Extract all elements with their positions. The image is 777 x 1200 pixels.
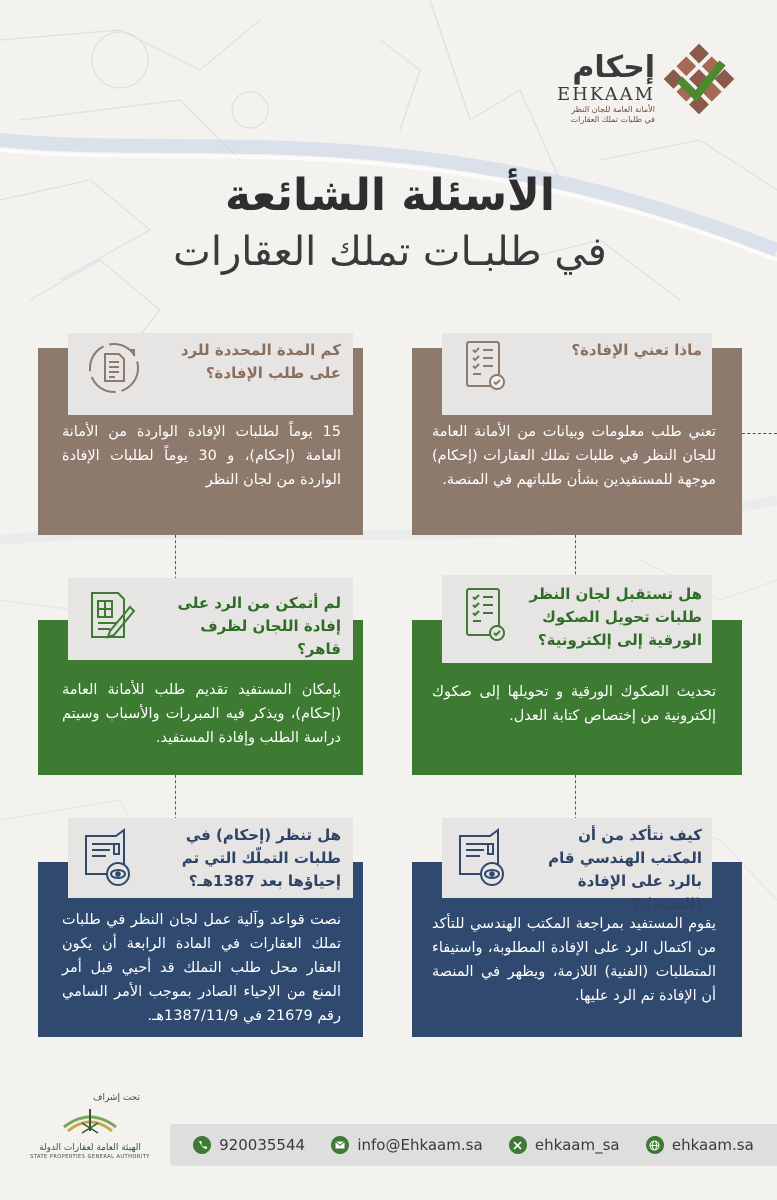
card-5-answer: يقوم المستفيد بمراجعة المكتب الهندسي للتأكد من اكتمال الرد على الإفادة المطلوبة، واستيفاء المتطلبات (الفنية) اللازمة، ويظهر في المنصة أن الإفادة تم الرد عليها. bbox=[432, 916, 716, 1004]
document-timer-icon bbox=[86, 340, 142, 396]
logo-subtitle-2: في طلبات تملك العقارات bbox=[570, 115, 655, 124]
card-3-icon-wrap bbox=[455, 580, 515, 650]
phone-number: 920035544 bbox=[219, 1136, 306, 1154]
card-1-answer: تعني طلب معلومات وبيانات من الأمانة العامة للجان النظر في طلبات تملك العقارات (إحكام) موجهة للمستفيدين بشأن طلباتهم في المنصة. bbox=[432, 424, 716, 488]
card-4-answer: بإمكان المستفيد تقديم طلب للأمانة العامة (إحكام)، ويذكر فيه المبررات والأسباب وسيتم دراسة الطلب وإفادة المستفيد. bbox=[62, 682, 341, 746]
card-3-question: هل تستقبل لجان النظر طلبات تحويل الصكوك الورقية إلى إلكترونية؟ bbox=[529, 585, 702, 649]
logo-name-ar: إحكام bbox=[572, 50, 655, 85]
phone-icon bbox=[193, 1136, 211, 1154]
social-handle: ehkaam_sa bbox=[534, 1136, 620, 1154]
social-contact[interactable] bbox=[509, 1136, 620, 1154]
card-2-question: كم المدة المحددة للرد على طلب الإفادة؟ bbox=[180, 341, 341, 382]
document-eye-icon bbox=[454, 826, 512, 888]
authority-name-ar: الهيئة العامة لعقارات الدولة bbox=[39, 1143, 141, 1153]
website-url: ehkaam.sa bbox=[671, 1136, 754, 1154]
ehkaam-logo-icon bbox=[660, 40, 738, 118]
globe-icon bbox=[646, 1136, 664, 1154]
connector-edge-right bbox=[742, 433, 777, 434]
page-title bbox=[100, 168, 680, 280]
supervision-block bbox=[30, 1093, 150, 1160]
card-4-icon-wrap bbox=[80, 582, 144, 652]
logo-name-en: EHKAAM bbox=[557, 84, 655, 105]
phone-contact[interactable] bbox=[193, 1136, 305, 1154]
supervision-label: تحت إشراف bbox=[93, 1093, 140, 1103]
email-icon bbox=[331, 1136, 349, 1154]
connector-left-2 bbox=[175, 775, 176, 820]
email-address: info@Ehkaam.sa bbox=[357, 1136, 483, 1154]
card-6-answer: نصت قواعد وآلية عمل لجان النظر في طلبات تملك العقارات في المادة الرابعة أن يكون العقار محل طلب التملك قد أحيي قبل أمر المنع من الإحياء الصادر بموجب الأمر السامي رقم 21679 في 1387/11/9هـ. bbox=[62, 912, 341, 1024]
title-line-2: في طلبـات تملك العقارات bbox=[173, 229, 607, 275]
checklist-document-icon bbox=[461, 585, 509, 645]
card-5-icon-wrap bbox=[450, 822, 516, 892]
card-6-icon-wrap bbox=[76, 822, 142, 892]
checklist-document-icon bbox=[461, 338, 509, 394]
document-eye-icon bbox=[80, 826, 138, 888]
card-2-icon-wrap bbox=[82, 333, 146, 403]
contact-bar bbox=[170, 1124, 777, 1166]
card-1-question: ماذا تعني الإفادة؟ bbox=[571, 341, 702, 359]
card-1-icon-wrap bbox=[455, 333, 515, 399]
connector-right-2 bbox=[575, 775, 576, 820]
authority-name-en: STATE PROPERTIES GENERAL AUTHORITY bbox=[30, 1154, 150, 1160]
logo-text-block bbox=[540, 52, 655, 125]
authority-emblem-icon bbox=[60, 1103, 120, 1139]
x-social-icon bbox=[509, 1136, 527, 1154]
website-contact[interactable] bbox=[646, 1136, 754, 1154]
logo-subtitle-1: الأمانة العامة للجان النظر bbox=[571, 105, 655, 114]
card-6-question: هل تنظر (إحكام) في طلبات التملّك التي تم إحياؤها بعد 1387هـ؟ bbox=[181, 826, 341, 890]
title-line-1: الأسئلة الشائعة bbox=[225, 170, 555, 221]
card-2-answer: 15 يوماً لطلبات الإفادة الواردة من الأمانة العامة (إحكام)، و 30 يوماً لطلبات الإفادة الواردة من لجان النظر bbox=[62, 424, 341, 488]
card-4-question: لم أتمكن من الرد على إفادة اللجان لظرف قاهر؟ bbox=[177, 594, 341, 658]
email-contact[interactable] bbox=[331, 1136, 482, 1154]
card-3-answer: تحديث الصكوك الورقية و تحويلها إلى صكوك إلكترونية من إختصاص كتابة العدل. bbox=[432, 684, 716, 724]
document-pen-icon bbox=[84, 587, 140, 647]
card-5-question: كيف نتأكد من أن المكتب الهندسي قام بالرد على الإفادة (الفنية) ؟ bbox=[548, 826, 702, 913]
